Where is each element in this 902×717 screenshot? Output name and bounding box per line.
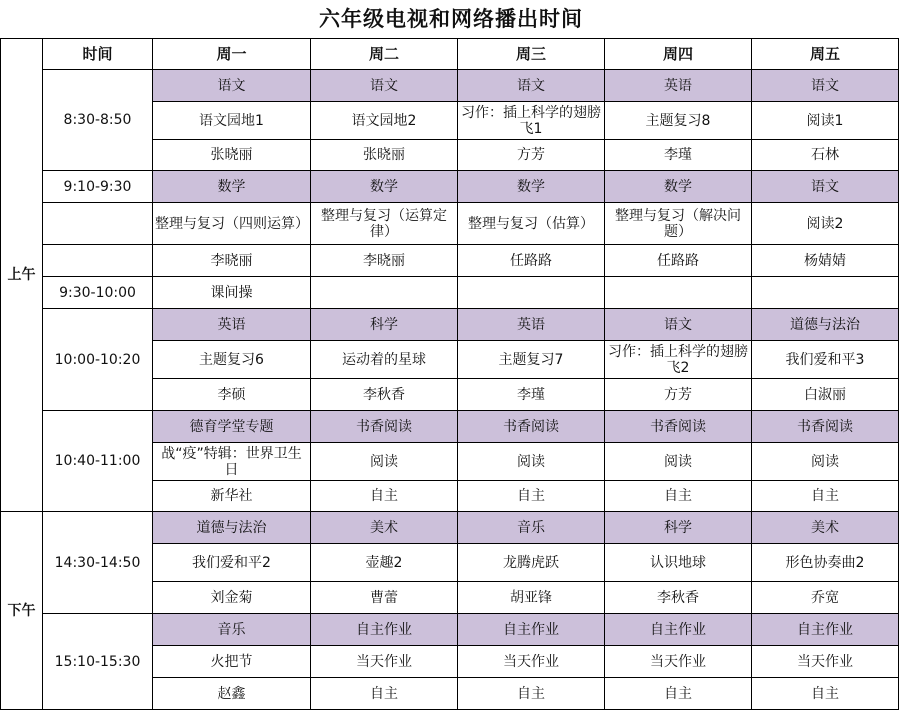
subject-cell: 自主作业 bbox=[752, 614, 899, 646]
topic-cell: 习作：插上科学的翅膀飞1 bbox=[458, 102, 605, 140]
teacher-cell: 赵鑫 bbox=[153, 678, 311, 710]
teacher-cell: 自主 bbox=[458, 678, 605, 710]
teacher-cell: 李秋香 bbox=[605, 582, 752, 614]
teacher-cell: 自主 bbox=[605, 678, 752, 710]
teacher-cell: 自主 bbox=[311, 481, 458, 512]
topic-cell: 整理与复习（运算定律） bbox=[311, 203, 458, 245]
activity-cell: 课间操 bbox=[153, 277, 311, 309]
topic-cell: 运动着的星球 bbox=[311, 341, 458, 379]
subject-cell: 德育学堂专题 bbox=[153, 411, 311, 443]
topic-cell: 火把节 bbox=[153, 646, 311, 678]
teacher-cell: 自主 bbox=[605, 481, 752, 512]
topic-cell: 阅读 bbox=[605, 443, 752, 481]
subject-cell: 语文 bbox=[458, 70, 605, 102]
time-cell: 9:10-9:30 bbox=[43, 171, 153, 203]
topic-cell: 形色协奏曲2 bbox=[752, 544, 899, 582]
subject-cell: 科学 bbox=[605, 512, 752, 544]
topic-cell: 当天作业 bbox=[752, 646, 899, 678]
topic-cell: 我们爱和平2 bbox=[153, 544, 311, 582]
time-cell: 9:30-10:00 bbox=[43, 277, 153, 309]
subject-cell: 书香阅读 bbox=[458, 411, 605, 443]
subject-cell: 科学 bbox=[311, 309, 458, 341]
subject-cell: 英语 bbox=[605, 70, 752, 102]
topic-cell: 主题复习8 bbox=[605, 102, 752, 140]
table-row bbox=[1, 203, 899, 245]
header-thu: 周四 bbox=[605, 39, 752, 70]
teacher-cell: 李晓丽 bbox=[153, 245, 311, 277]
teacher-cell: 曹蕾 bbox=[311, 582, 458, 614]
broadcast-schedule-table bbox=[0, 38, 899, 710]
teacher-cell: 方芳 bbox=[458, 140, 605, 171]
subject-cell: 书香阅读 bbox=[311, 411, 458, 443]
teacher-cell: 李秋香 bbox=[311, 379, 458, 411]
teacher-cell: 自主 bbox=[752, 678, 899, 710]
time-cell-empty bbox=[43, 245, 153, 277]
subject-cell: 书香阅读 bbox=[605, 411, 752, 443]
teacher-cell: 胡亚锋 bbox=[458, 582, 605, 614]
topic-cell: 阅读 bbox=[458, 443, 605, 481]
header-time: 时间 bbox=[43, 39, 153, 70]
teacher-cell: 张晓丽 bbox=[311, 140, 458, 171]
time-cell: 14:30-14:50 bbox=[43, 512, 153, 614]
teacher-cell: 方芳 bbox=[605, 379, 752, 411]
table-row bbox=[1, 171, 899, 203]
topic-cell: 认识地球 bbox=[605, 544, 752, 582]
table-row bbox=[1, 70, 899, 102]
subject-cell: 自主作业 bbox=[605, 614, 752, 646]
subject-cell: 自主作业 bbox=[311, 614, 458, 646]
subject-cell: 美术 bbox=[311, 512, 458, 544]
header-fri: 周五 bbox=[752, 39, 899, 70]
topic-cell: 阅读 bbox=[311, 443, 458, 481]
topic-cell: 阅读1 bbox=[752, 102, 899, 140]
topic-cell: 习作：插上科学的翅膀飞2 bbox=[605, 341, 752, 379]
subject-cell: 语文 bbox=[752, 70, 899, 102]
teacher-cell: 自主 bbox=[752, 481, 899, 512]
time-cell: 15:10-15:30 bbox=[43, 614, 153, 710]
header-mon: 周一 bbox=[153, 39, 311, 70]
subject-cell: 数学 bbox=[458, 171, 605, 203]
subject-cell: 美术 bbox=[752, 512, 899, 544]
teacher-cell: 自主 bbox=[458, 481, 605, 512]
subject-cell: 书香阅读 bbox=[752, 411, 899, 443]
subject-cell: 数学 bbox=[311, 171, 458, 203]
teacher-cell: 石林 bbox=[752, 140, 899, 171]
time-cell: 10:40-11:00 bbox=[43, 411, 153, 512]
teacher-cell: 乔宽 bbox=[752, 582, 899, 614]
period-morning: 上午 bbox=[1, 39, 43, 512]
subject-cell: 音乐 bbox=[153, 614, 311, 646]
time-cell: 10:00-10:20 bbox=[43, 309, 153, 411]
topic-cell: 战“疫”特辑：世界卫生日 bbox=[153, 443, 311, 481]
teacher-cell: 任路路 bbox=[605, 245, 752, 277]
teacher-cell: 刘金菊 bbox=[153, 582, 311, 614]
teacher-cell: 李晓丽 bbox=[311, 245, 458, 277]
teacher-cell: 新华社 bbox=[153, 481, 311, 512]
header-row bbox=[1, 39, 899, 70]
table-row bbox=[1, 411, 899, 443]
table-row bbox=[1, 512, 899, 544]
table-row bbox=[1, 309, 899, 341]
topic-cell: 当天作业 bbox=[458, 646, 605, 678]
topic-cell: 当天作业 bbox=[311, 646, 458, 678]
teacher-cell: 李瑾 bbox=[458, 379, 605, 411]
subject-cell: 数学 bbox=[153, 171, 311, 203]
subject-cell: 语文 bbox=[153, 70, 311, 102]
time-cell-empty bbox=[43, 203, 153, 245]
subject-cell: 道德与法治 bbox=[752, 309, 899, 341]
teacher-cell: 白淑丽 bbox=[752, 379, 899, 411]
empty-cell bbox=[311, 277, 458, 309]
topic-cell: 语文园地2 bbox=[311, 102, 458, 140]
topic-cell: 壶趣2 bbox=[311, 544, 458, 582]
header-wed: 周三 bbox=[458, 39, 605, 70]
topic-cell: 整理与复习（估算） bbox=[458, 203, 605, 245]
subject-cell: 音乐 bbox=[458, 512, 605, 544]
teacher-cell: 任路路 bbox=[458, 245, 605, 277]
subject-cell: 语文 bbox=[605, 309, 752, 341]
teacher-cell: 自主 bbox=[311, 678, 458, 710]
topic-cell: 阅读 bbox=[752, 443, 899, 481]
topic-cell: 龙腾虎跃 bbox=[458, 544, 605, 582]
time-cell: 8:30-8:50 bbox=[43, 70, 153, 171]
period-afternoon: 下午 bbox=[1, 512, 43, 710]
subject-cell: 英语 bbox=[458, 309, 605, 341]
subject-cell: 语文 bbox=[311, 70, 458, 102]
topic-cell: 整理与复习（解决问题） bbox=[605, 203, 752, 245]
topic-cell: 当天作业 bbox=[605, 646, 752, 678]
topic-cell: 主题复习6 bbox=[153, 341, 311, 379]
topic-cell: 我们爱和平3 bbox=[752, 341, 899, 379]
subject-cell: 道德与法治 bbox=[153, 512, 311, 544]
teacher-cell: 杨婧婧 bbox=[752, 245, 899, 277]
subject-cell: 数学 bbox=[605, 171, 752, 203]
teacher-cell: 李瑾 bbox=[605, 140, 752, 171]
page-title: 六年级电视和网络播出时间 bbox=[319, 7, 583, 31]
empty-cell bbox=[605, 277, 752, 309]
empty-cell bbox=[458, 277, 605, 309]
table-row bbox=[1, 245, 899, 277]
topic-cell: 语文园地1 bbox=[153, 102, 311, 140]
subject-cell: 语文 bbox=[752, 171, 899, 203]
table-row bbox=[1, 277, 899, 309]
topic-cell: 整理与复习（四则运算） bbox=[153, 203, 311, 245]
teacher-cell: 李硕 bbox=[153, 379, 311, 411]
subject-cell: 自主作业 bbox=[458, 614, 605, 646]
empty-cell bbox=[752, 277, 899, 309]
teacher-cell: 张晓丽 bbox=[153, 140, 311, 171]
subject-cell: 英语 bbox=[153, 309, 311, 341]
header-tue: 周二 bbox=[311, 39, 458, 70]
table-row bbox=[1, 614, 899, 646]
topic-cell: 主题复习7 bbox=[458, 341, 605, 379]
topic-cell: 阅读2 bbox=[752, 203, 899, 245]
